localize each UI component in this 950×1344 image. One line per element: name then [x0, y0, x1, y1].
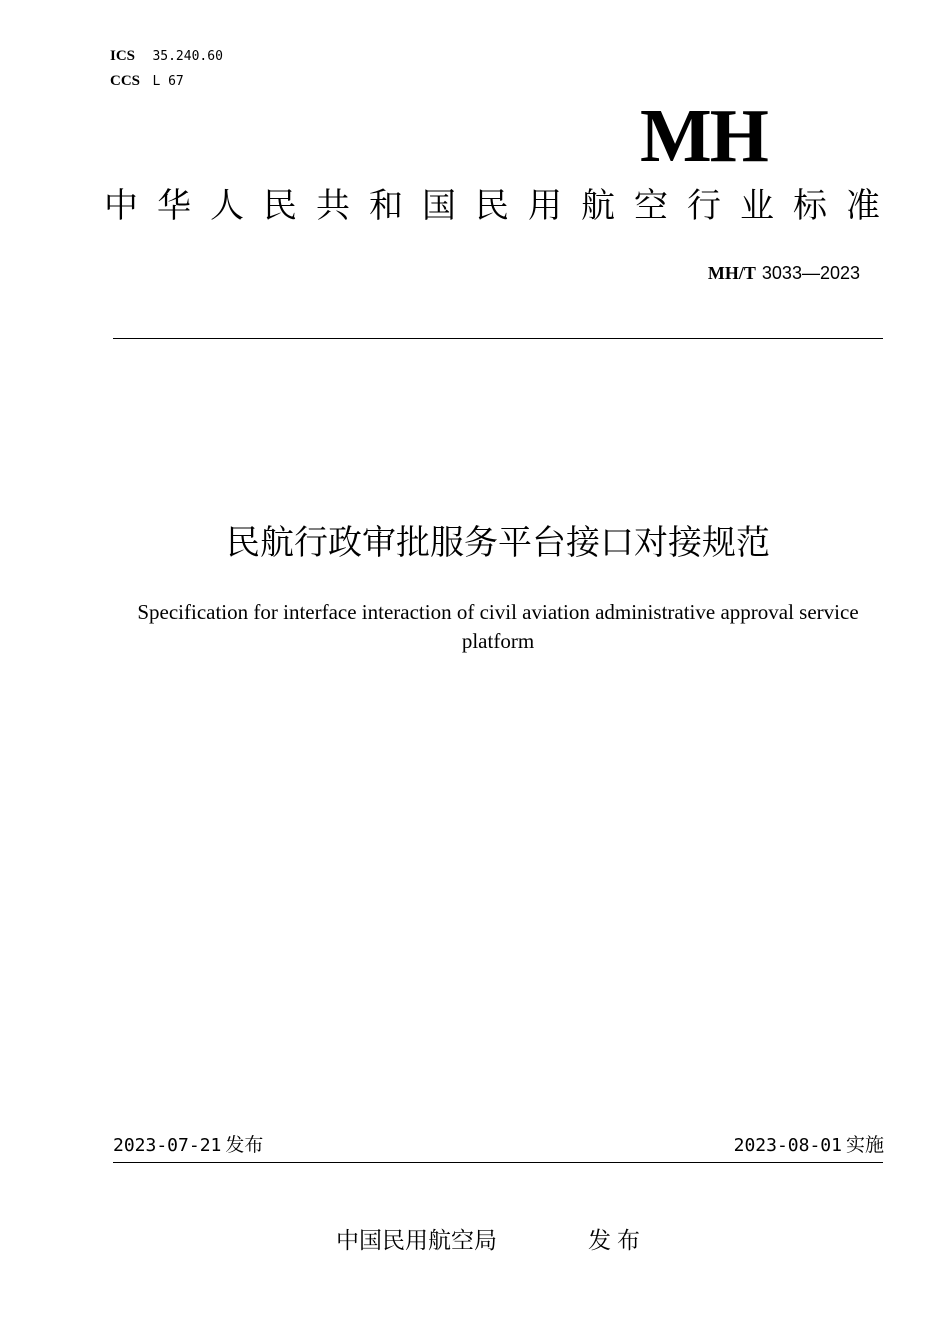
ccs-classification	[110, 73, 184, 90]
ics-label: ICS	[110, 48, 136, 64]
ccs-value: L 67	[152, 74, 184, 89]
effective-label: 实施	[845, 1134, 884, 1156]
document-title-en-line2: platform	[461, 629, 535, 653]
issuer-name: 中国民用航空局	[336, 1228, 497, 1254]
ics-value: 35.240.60	[152, 49, 223, 64]
standard-code-number: 3033—2023	[761, 263, 860, 283]
footer-divider	[113, 1162, 883, 1163]
mh-logo: MH	[640, 94, 767, 178]
effective-date-block	[600, 1133, 884, 1158]
ics-classification	[110, 48, 223, 65]
ccs-label: CCS	[110, 73, 141, 89]
issuer-action: 发布	[588, 1228, 646, 1254]
effective-date: 2023-08-01	[733, 1135, 842, 1156]
document-title-en	[110, 598, 886, 656]
standard-code	[600, 262, 860, 285]
standard-category-title: 中华人民共和国民用航空行业标准	[104, 186, 899, 226]
document-title-cn: 民航行政审批服务平台接口对接规范	[226, 523, 770, 563]
publish-date: 2023-07-21	[113, 1135, 222, 1156]
standard-code-prefix: MH/T	[707, 263, 756, 283]
publish-date-block	[113, 1133, 263, 1158]
publish-label: 发布	[225, 1134, 264, 1156]
header-divider	[113, 338, 883, 339]
document-title-en-line1: Specification for interface interaction of civil aviation administrative approval service	[137, 600, 859, 624]
